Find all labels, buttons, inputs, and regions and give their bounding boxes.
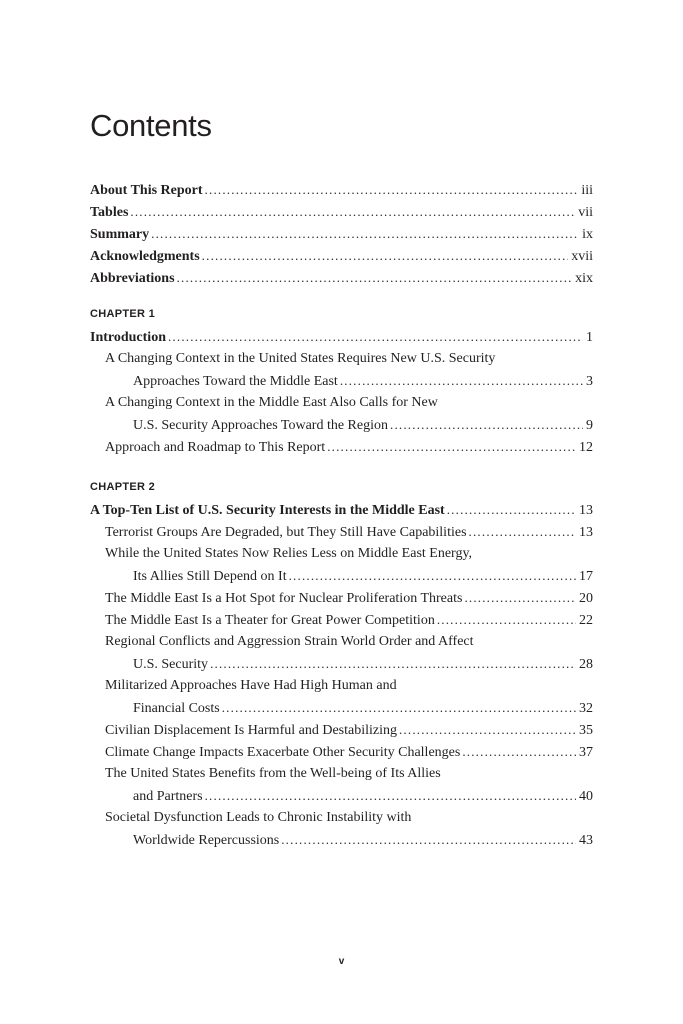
toc-page-number: 13 (579, 525, 593, 540)
toc-entry-label: The Middle East Is a Hot Spot for Nuclear Proliferation Threats (105, 591, 463, 606)
dot-leader (168, 326, 583, 348)
toc-entry-chapter-2[interactable] (90, 499, 593, 521)
dot-leader (151, 223, 579, 245)
toc-entry-chapter-1[interactable] (90, 326, 593, 348)
toc-page-number: 43 (579, 833, 593, 848)
toc-entry-label: Climate Change Impacts Exacerbate Other Security Challenges (105, 745, 461, 760)
dot-leader (202, 245, 569, 267)
toc-entry-line[interactable]: Regional Conflicts and Aggression Strain World Order and Affect (105, 634, 474, 649)
toc-page-number: 12 (579, 440, 593, 455)
dot-leader (464, 587, 576, 609)
dot-leader (205, 785, 576, 807)
toc-entry-label: Terrorist Groups Are Degraded, but They Still Have Capabilities (105, 525, 467, 540)
toc-entry[interactable] (90, 587, 593, 609)
toc-entry-label: About This Report (90, 183, 203, 198)
dot-leader (340, 370, 583, 392)
toc-entry-about[interactable] (90, 179, 593, 201)
toc-page-number: 17 (579, 569, 593, 584)
toc-page-number: 22 (579, 613, 593, 628)
dot-leader (205, 179, 579, 201)
toc-entry[interactable] (90, 719, 593, 741)
toc-entry[interactable] (90, 697, 593, 719)
toc-entry-label: A Top-Ten List of U.S. Security Interests in the Middle East (90, 503, 445, 518)
dot-leader (447, 499, 576, 521)
dot-leader (281, 829, 576, 851)
toc-entry-label: Summary (90, 227, 150, 242)
dot-leader (130, 201, 575, 223)
toc-page-number: 28 (579, 657, 593, 672)
toc-entry-line[interactable]: While the United States Now Relies Less on Middle East Energy, (105, 546, 473, 561)
toc-entry-line[interactable]: Militarized Approaches Have Had High Human and (105, 678, 397, 693)
toc-entry-label: Approach and Roadmap to This Report (105, 440, 326, 455)
toc-page-number: iii (581, 183, 593, 198)
toc-page-number: 20 (579, 591, 593, 606)
page-folio: v (338, 956, 345, 967)
dot-leader (390, 414, 583, 436)
dot-leader (399, 719, 576, 741)
toc-entry[interactable] (90, 829, 593, 851)
toc-entry-label: Acknowledgments (90, 249, 200, 264)
front-matter-list (90, 179, 593, 289)
toc-page-number: xix (575, 271, 593, 286)
toc-page-number: 13 (579, 503, 593, 518)
toc-entry-tables[interactable] (90, 201, 593, 223)
toc-page-number: xvii (571, 249, 593, 264)
toc-entry-label: Civilian Displacement Is Harmful and Destabilizing (105, 723, 397, 738)
dot-leader (437, 609, 576, 631)
toc-entry-label: U.S. Security Approaches Toward the Region (133, 418, 388, 433)
toc-page-number: 1 (586, 330, 593, 345)
toc-entry-line[interactable]: A Changing Context in the Middle East Also Calls for New (105, 395, 438, 410)
chapter-label: CHAPTER 1 (90, 308, 156, 320)
toc-entry-label: The Middle East Is a Theater for Great Power Competition (105, 613, 435, 628)
toc-entry[interactable] (90, 414, 593, 436)
toc-page-number: 9 (586, 418, 593, 433)
toc-entry-label: Its Allies Still Depend on It (133, 569, 287, 584)
toc-entry[interactable] (90, 521, 593, 543)
dot-leader (327, 436, 576, 458)
toc-entry[interactable] (90, 609, 593, 631)
chapter-2-section (90, 480, 593, 851)
dot-leader (469, 521, 576, 543)
dot-leader (210, 653, 576, 675)
toc-entry[interactable] (90, 370, 593, 392)
toc-page-number: vii (578, 205, 593, 220)
toc-page-number: 3 (586, 374, 593, 389)
toc-entry-line[interactable]: A Changing Context in the United States Requires New U.S. Security (105, 351, 496, 366)
toc-entry-label: and Partners (133, 789, 203, 804)
toc-entry[interactable] (90, 436, 593, 458)
chapter-label: CHAPTER 2 (90, 481, 156, 493)
toc-entry-summary[interactable] (90, 223, 593, 245)
toc-entry-label: U.S. Security (133, 657, 209, 672)
toc-page-number: ix (582, 227, 593, 242)
toc-page-number: 35 (579, 723, 593, 738)
toc-entry-label: Worldwide Repercussions (133, 833, 280, 848)
toc-page-number: 37 (579, 745, 593, 760)
toc-entry[interactable] (90, 565, 593, 587)
toc-entry[interactable] (90, 741, 593, 763)
toc-page-number: 32 (579, 701, 593, 716)
toc-entry-line[interactable]: Societal Dysfunction Leads to Chronic Instability with (105, 810, 412, 825)
dot-leader (222, 697, 576, 719)
toc-page-number: 40 (579, 789, 593, 804)
dot-leader (289, 565, 576, 587)
toc-entry-acknowledgments[interactable] (90, 245, 593, 267)
toc-entry-abbreviations[interactable] (90, 267, 593, 289)
toc-entry-label: Approaches Toward the Middle East (133, 374, 338, 389)
toc-entry-line[interactable]: The United States Benefits from the Well-being of Its Allies (105, 766, 441, 781)
toc-entry[interactable] (90, 653, 593, 675)
toc-entry-label: Abbreviations (90, 271, 175, 286)
chapter-1-section (90, 307, 593, 458)
page-title: Contents (90, 108, 212, 143)
toc-entry-label: Tables (90, 205, 129, 220)
toc-entry[interactable] (90, 785, 593, 807)
toc-entry-label: Financial Costs (133, 701, 220, 716)
dot-leader (462, 741, 576, 763)
toc-entry-label: Introduction (90, 330, 166, 345)
dot-leader (177, 267, 573, 289)
